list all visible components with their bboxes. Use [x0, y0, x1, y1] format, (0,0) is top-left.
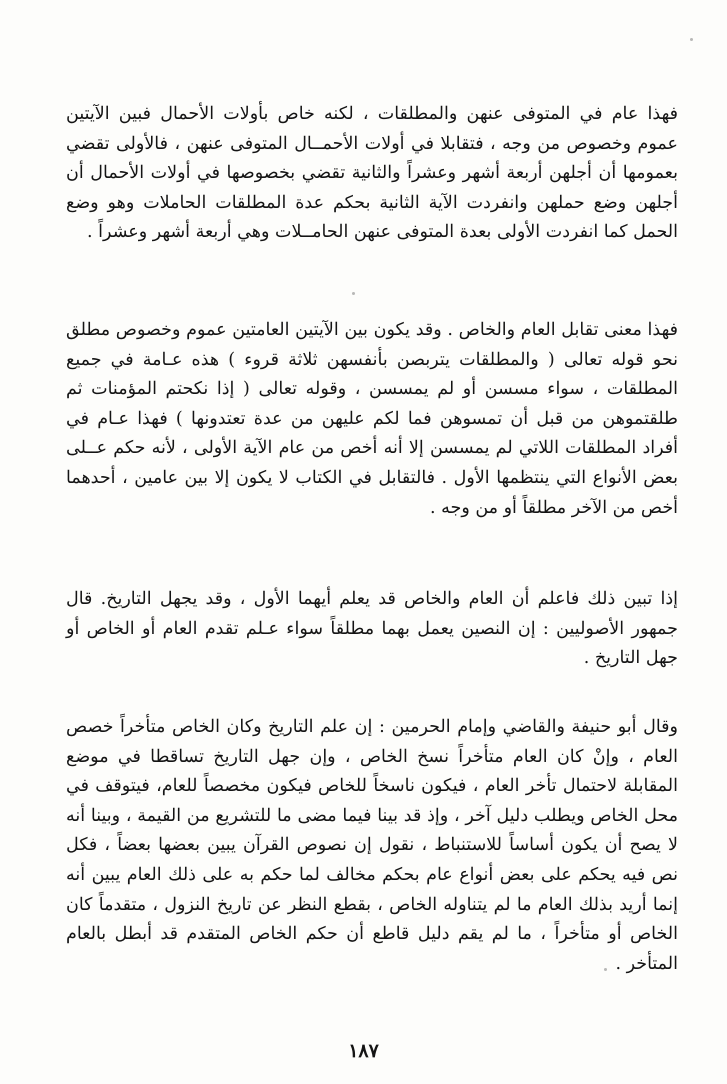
- scan-speck: [690, 38, 693, 41]
- paragraph-1: فهذا عام في المتوفى عنهن والمطلقات ، لكنه خاص بأولات الأحمال فبين الآيتين عموم وخصوص من وجه ، فتقابلا في أولات الأحمــال المتوفى عنهن ، فالأولى تقضي بعمومها أن أجلهن أربعة أشهر وعشراً والثانية تقضي بخصوصها في أولات الأحمال أن أجلهن وضع حملهن وانفردت الآية الثانية بحكم عدة المطلقات الحاملات وهو وضع الحمل كما انفردت الأولى بعدة المتوفى عنهن الحامــلات وهي أربعة أشهر وعشراً .: [66, 104, 678, 243]
- scan-speck: [352, 292, 355, 295]
- paragraph-2: فهذا معنى تقابل العام والخاص . وقد يكون بين الآيتين العامتين عموم وخصوص مطلق نحو قوله تعالى ( والمطلقات يتربصن بأنفسهن ثلاثة قروء ) هذه عـامة في جميع المطلقات ، سواء مسسن أو لم يمسسن ، وقوله تعالى ( إذا نكحتم المؤمنات ثم طلقتموهن من قبل أن تمسوهن فما لكم عليهن من عدة تعتدونها ) فهذا عـام في أفراد المطلقات اللاتي لم يمسسن إلا أنه أخص من عام الآية الأولى ، لأنه حكم عــلى بعض الأنواع التي ينتظمها الأول . فالتقابل في الكتاب لا يكون إلا بين عامين ، أحدهما أخص من الآخر مطلقاً أو من وجه .: [66, 320, 678, 518]
- page-number: ١٨٧: [348, 1040, 379, 1062]
- paragraph-3: إذا تبين ذلك فاعلم أن العام والخاص قد يعلم أيهما الأول ، وقد يجهل التاريخ. قال جمهور الأصوليين : إن النصين يعمل بهما مطلقاً سواء عـلم تقدم العام أو الخاص أو جهل التاريخ .: [66, 589, 678, 669]
- paragraph-4: وقال أبو حنيفة والقاضي وإمام الحرمين : إن علم التاريخ وكان الخاص متأخراً خصص العام ، وإنْ كان العام متأخراً نسخ الخاص ، وإن جهل التاريخ تساقطا في موضع المقابلة لاحتمال تأخر العام ، فيكون ناسخاً للخاص فيكون مخصصاً للعام، فيتوقف في محل الخاص ويطلب دليل آخر ، وإذ قد بينا فيما مضى ما للتشريع من القيمة ، وبينا أنه لا يصح أن يكون أساساً للاستنباط ، نقول إن نصوص القرآن يبين بعضها بعضاً ، فكل نص فيه يحكم على بعض أنواع عام بحكم مخالف لما حكم به على ذلك العام يبين أنه إنما أريد بذلك العام ما لم يتناوله الخاص ، بقطع النظر عن تاريخ النزول ، متقدماً كان الخاص أو متأخراً ، ما لم يقم دليل قاطع أن حكم الخاص المتقدم قد أبطل بالعام المتأخر .: [66, 717, 678, 974]
- scan-speck: [604, 968, 607, 971]
